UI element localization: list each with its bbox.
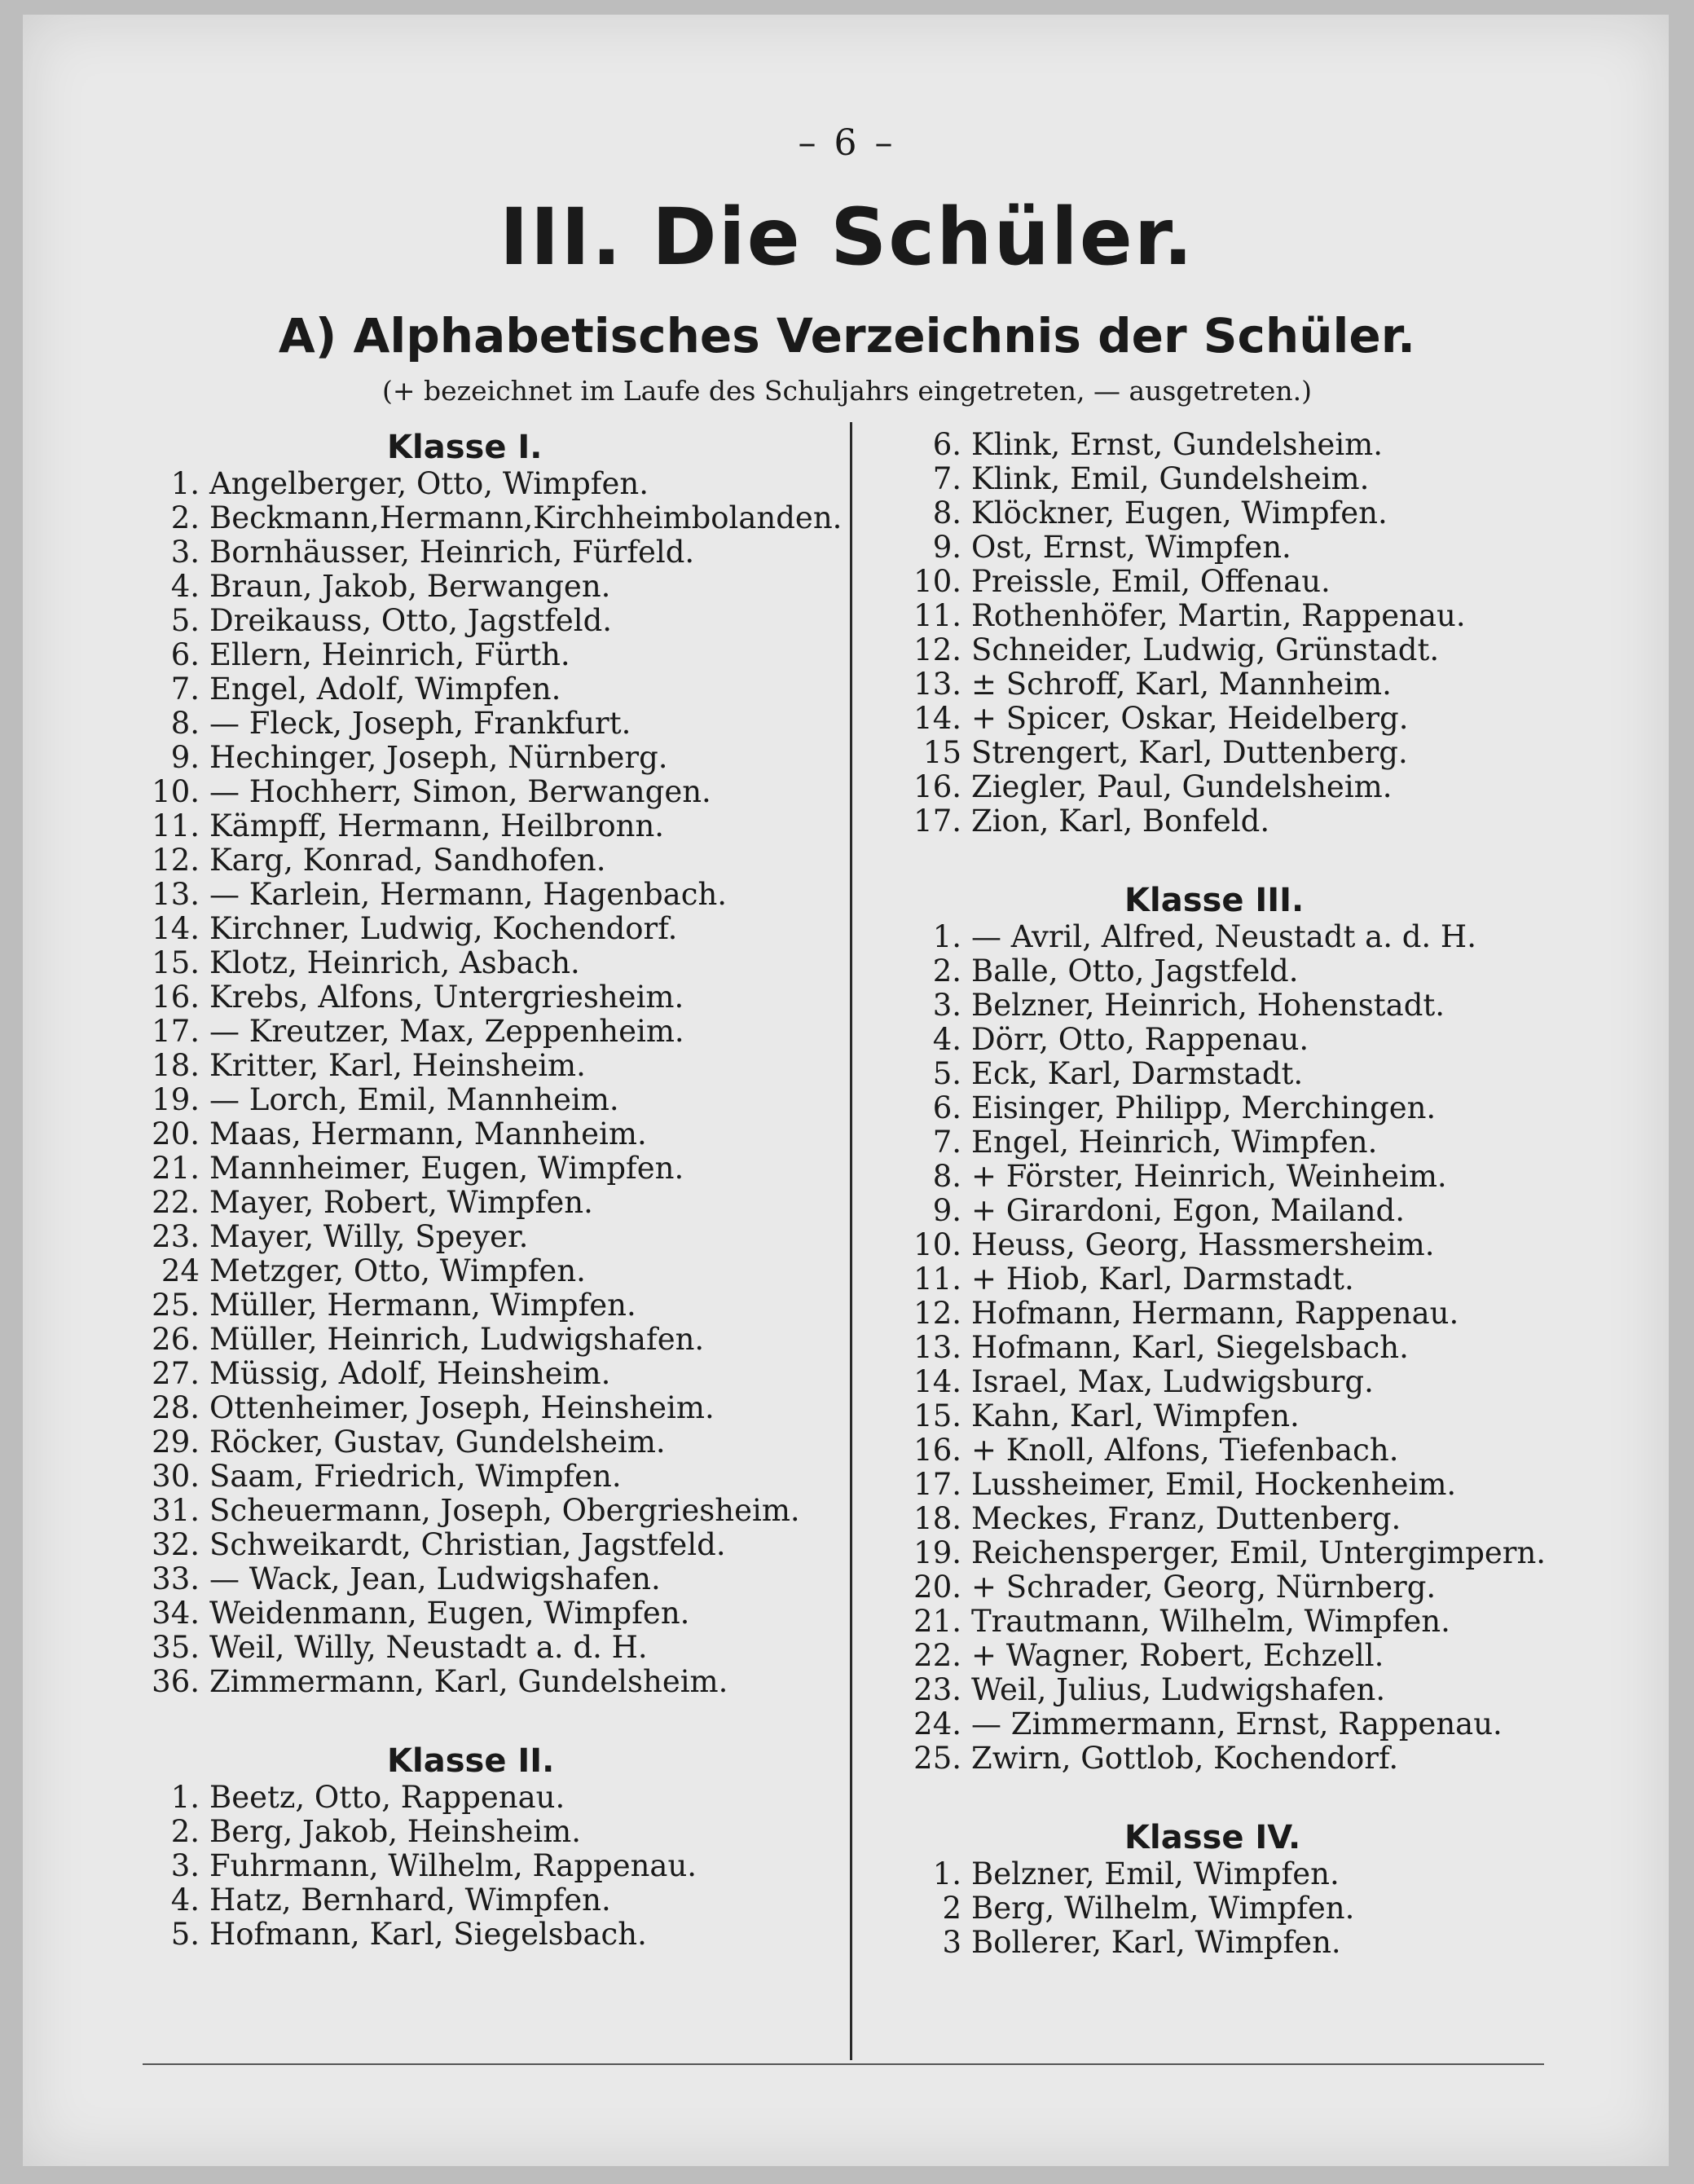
- student-entry: [143, 1425, 843, 1460]
- student-name: Braun, Jakob, Berwangen.: [209, 569, 611, 604]
- entry-number: 21.: [152, 1151, 200, 1186]
- entry-number: 20.: [152, 1116, 200, 1151]
- student-entry: [872, 1926, 1589, 1960]
- entry-number: 13.: [913, 667, 961, 702]
- student-entry: [143, 1288, 843, 1323]
- entry-number: 32.: [152, 1527, 200, 1562]
- student-name: Israel, Max, Ludwigsburg.: [971, 1364, 1374, 1399]
- student-name: Lussheimer, Emil, Hockenheim.: [971, 1467, 1457, 1502]
- class-heading-klasse-2: Klasse II.: [387, 1742, 555, 1780]
- student-name: — Avril, Alfred, Neustadt a. d. H.: [971, 919, 1476, 954]
- student-entry: [143, 1562, 843, 1596]
- entry-number: 7.: [932, 1125, 961, 1160]
- student-entry: [143, 1596, 843, 1631]
- student-name: Berg, Wilhelm, Wimpfen.: [971, 1891, 1355, 1926]
- student-entry: [143, 1918, 843, 1952]
- entry-number: 6.: [170, 637, 200, 672]
- student-entry: [872, 804, 1589, 839]
- student-name: Klink, Ernst, Gundelsheim.: [971, 427, 1384, 462]
- entry-number: 18.: [913, 1501, 961, 1536]
- student-name: Weidenmann, Eugen, Wimpfen.: [209, 1596, 690, 1631]
- student-name: Müller, Hermann, Wimpfen.: [209, 1288, 636, 1323]
- entry-number: 5.: [170, 603, 200, 638]
- student-name: Weil, Julius, Ludwigshafen.: [971, 1672, 1386, 1707]
- student-name: Engel, Heinrich, Wimpfen.: [971, 1125, 1378, 1160]
- entry-number: 21.: [913, 1604, 961, 1639]
- student-entry: [143, 775, 843, 809]
- entry-number: 26.: [152, 1322, 200, 1357]
- entry-number: 12.: [152, 843, 200, 878]
- student-name: Hofmann, Karl, Siegelsbach.: [209, 1917, 647, 1952]
- student-entry: [872, 1399, 1589, 1433]
- student-name: + Wagner, Robert, Echzell.: [971, 1638, 1384, 1673]
- student-entry: [143, 946, 843, 980]
- entry-number: 15: [922, 735, 961, 770]
- entry-number: 30.: [152, 1459, 200, 1494]
- student-name: Klink, Emil, Gundelsheim.: [971, 461, 1370, 496]
- entry-number: 11.: [152, 808, 200, 843]
- student-entry: [143, 1117, 843, 1151]
- student-name: Klöckner, Eugen, Wimpfen.: [971, 495, 1388, 531]
- student-name: Fuhrmann, Wilhelm, Rappenau.: [209, 1848, 697, 1883]
- entry-number: 14.: [913, 701, 961, 736]
- entry-number: 22.: [913, 1638, 961, 1673]
- entry-number: 11.: [913, 598, 961, 633]
- entry-number: 16.: [913, 769, 961, 804]
- entry-number: 11.: [913, 1262, 961, 1297]
- student-entry: [872, 1707, 1589, 1741]
- student-name: Schweikardt, Christian, Jagstfeld.: [209, 1527, 726, 1562]
- entry-number: 23.: [152, 1219, 200, 1254]
- student-entry: [143, 1528, 843, 1562]
- student-entry: [872, 1160, 1589, 1194]
- student-name: Kahn, Karl, Wimpfen.: [971, 1398, 1300, 1433]
- student-name: Beetz, Otto, Rappenau.: [209, 1780, 565, 1815]
- student-entry: [872, 633, 1589, 667]
- student-name: Müssig, Adolf, Heinsheim.: [209, 1356, 611, 1391]
- left-column: [143, 428, 843, 1952]
- student-name: Belzner, Heinrich, Hohenstadt.: [971, 988, 1445, 1023]
- student-name: — Karlein, Hermann, Hagenbach.: [209, 877, 728, 912]
- student-entry: [143, 1323, 843, 1357]
- entry-number: 15.: [913, 1398, 961, 1433]
- student-name: Engel, Adolf, Wimpfen.: [209, 671, 561, 707]
- class-heading-klasse-1: Klasse I.: [387, 429, 543, 466]
- student-name: Mayer, Willy, Speyer.: [209, 1219, 529, 1254]
- student-entry: [872, 1365, 1589, 1399]
- student-name: Berg, Jakob, Heinsheim.: [209, 1814, 581, 1849]
- student-entry: [872, 1570, 1589, 1605]
- student-entry: [872, 1502, 1589, 1536]
- entry-number: 23.: [913, 1672, 961, 1707]
- student-name: Bollerer, Karl, Wimpfen.: [971, 1925, 1341, 1960]
- student-entry: [143, 1186, 843, 1220]
- student-name: Ost, Ernst, Wimpfen.: [971, 530, 1291, 565]
- entry-number: 1.: [170, 466, 200, 501]
- entry-number: 18.: [152, 1048, 200, 1083]
- student-entry: [143, 672, 843, 707]
- entry-number: 3: [942, 1925, 961, 1960]
- student-name: Röcker, Gustav, Gundelsheim.: [209, 1424, 666, 1460]
- student-entry: [143, 1220, 843, 1254]
- student-entry: [872, 1023, 1589, 1057]
- class-heading-klasse-4: Klasse IV.: [1124, 1819, 1301, 1856]
- student-entry: [872, 1605, 1589, 1639]
- student-name: — Hochherr, Simon, Berwangen.: [209, 774, 711, 809]
- student-name: + Schrader, Georg, Nürnberg.: [971, 1570, 1437, 1605]
- student-name: Ottenheimer, Joseph, Heinsheim.: [209, 1390, 715, 1425]
- entry-number: 10.: [152, 774, 200, 809]
- student-entry: [143, 980, 843, 1015]
- entry-number: 19.: [152, 1082, 200, 1117]
- student-list-klasse-2: [143, 1781, 843, 1952]
- entry-number: 29.: [152, 1424, 200, 1460]
- subtitle: A) Alphabetisches Verzeichnis der Schüler.: [278, 308, 1416, 363]
- entry-number: 3.: [932, 988, 961, 1023]
- entry-number: 1.: [932, 1856, 961, 1891]
- student-name: Balle, Otto, Jagstfeld.: [971, 953, 1299, 989]
- student-name: Hatz, Bernhard, Wimpfen.: [209, 1882, 611, 1918]
- entry-number: 3.: [170, 535, 200, 570]
- entry-number: 36.: [152, 1664, 200, 1699]
- student-name: — Wack, Jean, Ludwigshafen.: [209, 1561, 661, 1596]
- student-name: Reichensperger, Emil, Untergimpern.: [971, 1535, 1547, 1570]
- entry-number: 24.: [913, 1706, 961, 1741]
- entry-number: 8.: [932, 495, 961, 531]
- student-list-klasse-4: [872, 1857, 1589, 1960]
- student-name: Krebs, Alfons, Untergriesheim.: [209, 980, 684, 1015]
- student-entry: [143, 604, 843, 638]
- student-entry: [143, 1015, 843, 1049]
- student-entry: [872, 1091, 1589, 1125]
- student-entry: [872, 1673, 1589, 1707]
- student-name: Klotz, Heinrich, Asbach.: [209, 945, 580, 980]
- entry-number: 28.: [152, 1390, 200, 1425]
- student-entry: [143, 912, 843, 946]
- entry-number: 20.: [913, 1570, 961, 1605]
- student-entry: [872, 954, 1589, 989]
- student-name: Metzger, Otto, Wimpfen.: [209, 1253, 586, 1288]
- student-entry: [872, 1228, 1589, 1262]
- student-entry: [872, 428, 1589, 462]
- student-name: Kritter, Karl, Heinsheim.: [209, 1048, 586, 1083]
- student-name: Saam, Friedrich, Wimpfen.: [209, 1459, 622, 1494]
- student-name: Hofmann, Karl, Siegelsbach.: [971, 1330, 1409, 1365]
- student-name: + Spicer, Oskar, Heidelberg.: [971, 701, 1409, 736]
- entry-number: 1.: [170, 1780, 200, 1815]
- student-entry: [143, 638, 843, 672]
- entry-number: 8.: [932, 1159, 961, 1194]
- student-entry: [143, 1357, 843, 1391]
- entry-number: 1.: [932, 919, 961, 954]
- entry-number: 2.: [932, 953, 961, 989]
- student-name: Eisinger, Philipp, Merchingen.: [971, 1090, 1437, 1125]
- entry-number: 9.: [932, 530, 961, 565]
- student-entry: [872, 1857, 1589, 1891]
- entry-number: 9.: [932, 1193, 961, 1228]
- entry-number: 27.: [152, 1356, 200, 1391]
- student-entry: [143, 878, 843, 912]
- entry-number: 34.: [152, 1596, 200, 1631]
- student-entry: [143, 570, 843, 604]
- student-entry: [143, 707, 843, 741]
- entry-number: 5.: [170, 1917, 200, 1952]
- class-heading-klasse-3: Klasse III.: [1124, 882, 1305, 919]
- student-name: Karg, Konrad, Sandhofen.: [209, 843, 606, 878]
- entry-number: 10.: [913, 1227, 961, 1262]
- student-entry: [872, 462, 1589, 496]
- student-entry: [872, 531, 1589, 565]
- student-entry: [143, 1631, 843, 1665]
- student-entry: [872, 989, 1589, 1023]
- student-name: Mannheimer, Eugen, Wimpfen.: [209, 1151, 684, 1186]
- student-entry: [872, 1057, 1589, 1091]
- student-name: Belzner, Emil, Wimpfen.: [971, 1856, 1340, 1891]
- entry-number: 4.: [170, 1882, 200, 1918]
- student-name: Angelberger, Otto, Wimpfen.: [209, 466, 649, 501]
- student-name: Heuss, Georg, Hassmersheim.: [971, 1227, 1435, 1262]
- page-number: – 6 –: [798, 122, 896, 164]
- entry-number: 25.: [913, 1741, 961, 1776]
- student-name: Zwirn, Gottlob, Kochendorf.: [971, 1741, 1399, 1776]
- student-entry: [872, 1741, 1589, 1776]
- student-name: + Förster, Heinrich, Weinheim.: [971, 1159, 1447, 1194]
- student-name: Schneider, Ludwig, Grünstadt.: [971, 632, 1440, 667]
- student-name: Dörr, Otto, Rappenau.: [971, 1022, 1309, 1057]
- student-name: Maas, Hermann, Mannheim.: [209, 1116, 647, 1151]
- entry-number: 9.: [170, 740, 200, 775]
- entry-number: 33.: [152, 1561, 200, 1596]
- student-entry: [872, 496, 1589, 531]
- entry-number: 2.: [170, 500, 200, 535]
- student-name: Beckmann,Hermann,Kirchheimbolanden.: [209, 500, 843, 535]
- student-entry: [872, 565, 1589, 599]
- student-name: — Lorch, Emil, Mannheim.: [209, 1082, 619, 1117]
- entry-number: 2.: [170, 1814, 200, 1849]
- student-entry: [872, 599, 1589, 633]
- student-name: Meckes, Franz, Duttenberg.: [971, 1501, 1401, 1536]
- student-entry: [143, 843, 843, 878]
- student-name: Kämpff, Hermann, Heilbronn.: [209, 808, 665, 843]
- student-name: Zimmermann, Karl, Gundelsheim.: [209, 1664, 728, 1699]
- student-entry: [872, 1536, 1589, 1570]
- entry-number: 15.: [152, 945, 200, 980]
- student-name: + Knoll, Alfons, Tiefenbach.: [971, 1433, 1399, 1468]
- student-entry: [143, 1815, 843, 1849]
- entry-number: 8.: [170, 706, 200, 741]
- student-name: Preissle, Emil, Offenau.: [971, 564, 1331, 599]
- legend-note: (+ bezeichnet im Laufe des Schuljahrs eingetreten, — ausgetreten.): [382, 375, 1312, 407]
- entry-number: 2: [942, 1891, 961, 1926]
- student-entry: [143, 535, 843, 570]
- student-entry: [872, 1468, 1589, 1502]
- student-entry: [143, 1781, 843, 1815]
- student-entry: [872, 920, 1589, 954]
- student-entry: [143, 1494, 843, 1528]
- student-entry: [872, 1639, 1589, 1673]
- entry-number: 7.: [170, 671, 200, 707]
- entry-number: 16.: [152, 980, 200, 1015]
- student-entry: [872, 702, 1589, 736]
- student-name: — Zimmermann, Ernst, Rappenau.: [971, 1706, 1503, 1741]
- student-name: Müller, Heinrich, Ludwigshafen.: [209, 1322, 705, 1357]
- entry-number: 5.: [932, 1056, 961, 1091]
- entry-number: 7.: [932, 461, 961, 496]
- right-column: [872, 428, 1589, 1960]
- student-name: Trautmann, Wilhelm, Wimpfen.: [971, 1604, 1450, 1639]
- student-name: + Hiob, Karl, Darmstadt.: [971, 1262, 1354, 1297]
- student-name: Ziegler, Paul, Gundelsheim.: [971, 769, 1393, 804]
- entry-number: 19.: [913, 1535, 961, 1570]
- student-name: Ellern, Heinrich, Fürth.: [209, 637, 570, 672]
- entry-number: 35.: [152, 1630, 200, 1665]
- student-name: Dreikauss, Otto, Jagstfeld.: [209, 603, 613, 638]
- entry-number: 31.: [152, 1493, 200, 1528]
- student-entry: [143, 741, 843, 775]
- entry-number: 4.: [932, 1022, 961, 1057]
- student-name: Rothenhöfer, Martin, Rappenau.: [971, 598, 1466, 633]
- student-list-klasse-3: [872, 920, 1589, 1776]
- entry-number: 17.: [913, 804, 961, 839]
- student-name: Strengert, Karl, Duttenberg.: [971, 735, 1408, 770]
- entry-number: 6.: [932, 1090, 961, 1125]
- student-name: Zion, Karl, Bonfeld.: [971, 804, 1270, 839]
- student-name: Mayer, Robert, Wimpfen.: [209, 1185, 593, 1220]
- entry-number: 13.: [913, 1330, 961, 1365]
- column-divider: [850, 422, 852, 2060]
- student-entry: [143, 1391, 843, 1425]
- student-entry: [143, 1083, 843, 1117]
- student-name: — Kreutzer, Max, Zeppenheim.: [209, 1014, 684, 1049]
- student-entry: [872, 1891, 1589, 1926]
- student-entry: [143, 1254, 843, 1288]
- entry-number: 10.: [913, 564, 961, 599]
- student-entry: [143, 1460, 843, 1494]
- student-entry: [872, 736, 1589, 770]
- entry-number: 4.: [170, 569, 200, 604]
- student-name: + Girardoni, Egon, Mailand.: [971, 1193, 1406, 1228]
- entry-number: 14.: [913, 1364, 961, 1399]
- student-entry: [143, 1151, 843, 1186]
- student-name: Hofmann, Hermann, Rappenau.: [971, 1296, 1459, 1331]
- student-name: Scheuermann, Joseph, Obergriesheim.: [209, 1493, 800, 1528]
- student-name: — Fleck, Joseph, Frankfurt.: [209, 706, 631, 741]
- entry-number: 12.: [913, 1296, 961, 1331]
- student-entry: [143, 501, 843, 535]
- student-entry: [143, 467, 843, 501]
- entry-number: 25.: [152, 1288, 200, 1323]
- entry-number: 3.: [170, 1848, 200, 1883]
- student-entry: [143, 809, 843, 843]
- entry-number: 24: [161, 1253, 200, 1288]
- student-name: Eck, Karl, Darmstadt.: [971, 1056, 1304, 1091]
- student-name: Bornhäusser, Heinrich, Fürfeld.: [209, 535, 695, 570]
- student-entry: [872, 770, 1589, 804]
- student-entry: [872, 667, 1589, 702]
- entry-number: 16.: [913, 1433, 961, 1468]
- student-list-klasse-1: [143, 467, 843, 1699]
- student-entry: [872, 1125, 1589, 1160]
- entry-number: 6.: [932, 427, 961, 462]
- student-entry: [143, 1665, 843, 1699]
- entry-number: 12.: [913, 632, 961, 667]
- entry-number: 14.: [152, 911, 200, 946]
- entry-number: 17.: [913, 1467, 961, 1502]
- student-entry: [143, 1883, 843, 1918]
- student-entry: [872, 1262, 1589, 1297]
- entry-number: 17.: [152, 1014, 200, 1049]
- student-name: Hechinger, Joseph, Nürnberg.: [209, 740, 668, 775]
- entry-number: 13.: [152, 877, 200, 912]
- student-name: Weil, Willy, Neustadt a. d. H.: [209, 1630, 648, 1665]
- bottom-rule: [143, 2063, 1544, 2065]
- entry-number: 22.: [152, 1185, 200, 1220]
- student-name: ± Schroff, Karl, Mannheim.: [971, 667, 1392, 702]
- student-entry: [872, 1331, 1589, 1365]
- student-list-klasse-2-continued: [872, 428, 1589, 839]
- section-title: III. Die Schüler.: [499, 192, 1195, 283]
- student-entry: [872, 1194, 1589, 1228]
- student-entry: [143, 1049, 843, 1083]
- student-entry: [143, 1849, 843, 1883]
- student-entry: [872, 1433, 1589, 1468]
- student-entry: [872, 1297, 1589, 1331]
- student-name: Kirchner, Ludwig, Kochendorf.: [209, 911, 678, 946]
